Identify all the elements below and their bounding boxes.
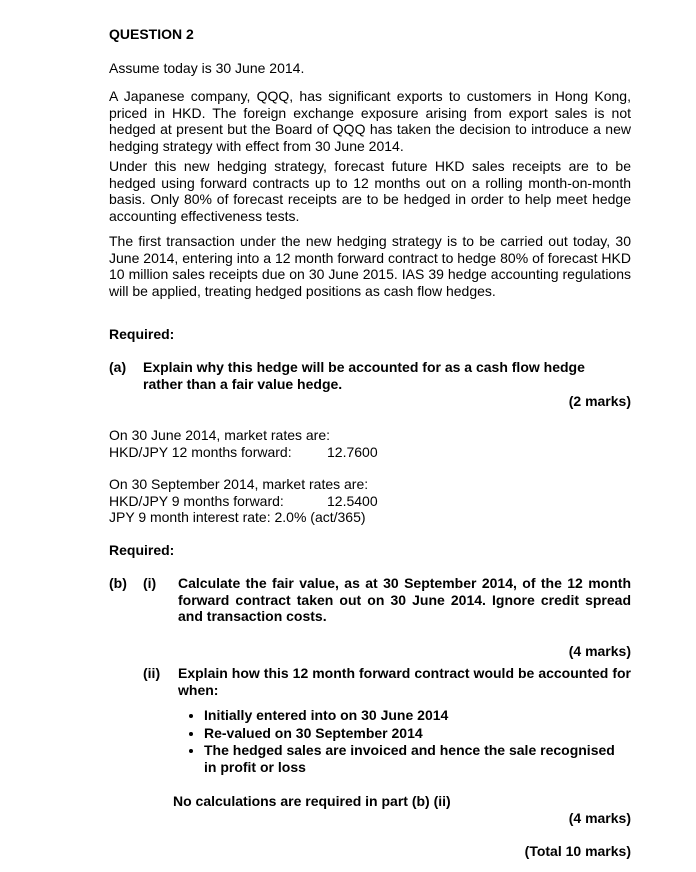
rate-label: HKD/JPY 12 months forward: xyxy=(109,443,292,460)
part-b-i-marks: (4 marks) xyxy=(568,643,631,659)
question-title: QUESTION 2 xyxy=(109,26,194,42)
rate-value: 12.7600 xyxy=(327,443,378,460)
bullet-list xyxy=(187,707,631,776)
part-b-ii-marks: (4 marks) xyxy=(568,810,631,826)
bullet-item: • Initially entered into on 30 June 2014 xyxy=(204,707,631,724)
rates-june-intro: On 30 June 2014, market rates are: xyxy=(109,427,331,443)
rate-value: 12.5400 xyxy=(327,492,378,509)
interest-rate: JPY 9 month interest rate: 2.0% (act/365) xyxy=(109,509,366,525)
part-b-i-label: (i) xyxy=(143,575,157,591)
bullet-item: • Re-valued on 30 September 2014 xyxy=(204,725,631,742)
part-b-ii-label: (ii) xyxy=(143,665,161,681)
part-a-text: Explain why this hedge will be accounted for as a cash flow hedge rather than a fair value hedge. xyxy=(143,359,585,392)
rates-june xyxy=(109,427,631,460)
part-a xyxy=(109,359,631,392)
part-b-label: (b) xyxy=(109,575,127,591)
paragraph-2: A Japanese company, QQQ, has significant exports to customers in Hong Kong, priced in HKD. The foreign exchange exposure arising from export sales is not hedged at present but the Board of QQQ has taken the decision to introduce a new hedging strategy with effect from 30 June 2014. xyxy=(109,88,631,154)
paragraph-3: Under this new hedging strategy, forecast future HKD sales receipts are to be hedged using forward contracts up to 12 months out on a rolling month-on-month basis. Only 80% of forecast receipts are to be hedged in order to help meet hedge accounting effectiveness tests. xyxy=(109,158,631,224)
rates-september xyxy=(109,476,631,526)
required-heading: Required: xyxy=(109,326,175,342)
required-heading: Required: xyxy=(109,542,175,558)
paragraph-4: The first transaction under the new hedging strategy is to be carried out today, 30 June 2014, entering into a 12 month forward contract to hedge 80% of forecast HKD 10 million sales receipts due on 30 June 2015. IAS 39 hedge accounting regulations will be applied, treating hedged positions as cash flow hedges. xyxy=(109,233,631,299)
part-a-label: (a) xyxy=(109,359,127,375)
part-b-i-text: Calculate the fair value, as at 30 September 2014, of the 12 month forward contract taken out on 30 June 2014. Ignore credit spread and transaction costs. xyxy=(178,575,631,624)
part-a-marks: (2 marks) xyxy=(568,393,631,409)
bullet-item: • The hedged sales are invoiced and hence the sale recognised in profit or loss xyxy=(204,742,631,775)
total-marks: (Total 10 marks) xyxy=(524,843,631,859)
part-b-ii-text: Explain how this 12 month forward contract would be accounted for when: xyxy=(178,665,631,698)
paragraph-1: Assume today is 30 June 2014. xyxy=(109,60,305,76)
part-b-ii-note: No calculations are required in part (b) (ii) xyxy=(173,793,451,809)
rates-sep-intro: On 30 September 2014, market rates are: xyxy=(109,476,369,492)
rate-label: HKD/JPY 9 months forward: xyxy=(109,492,284,509)
